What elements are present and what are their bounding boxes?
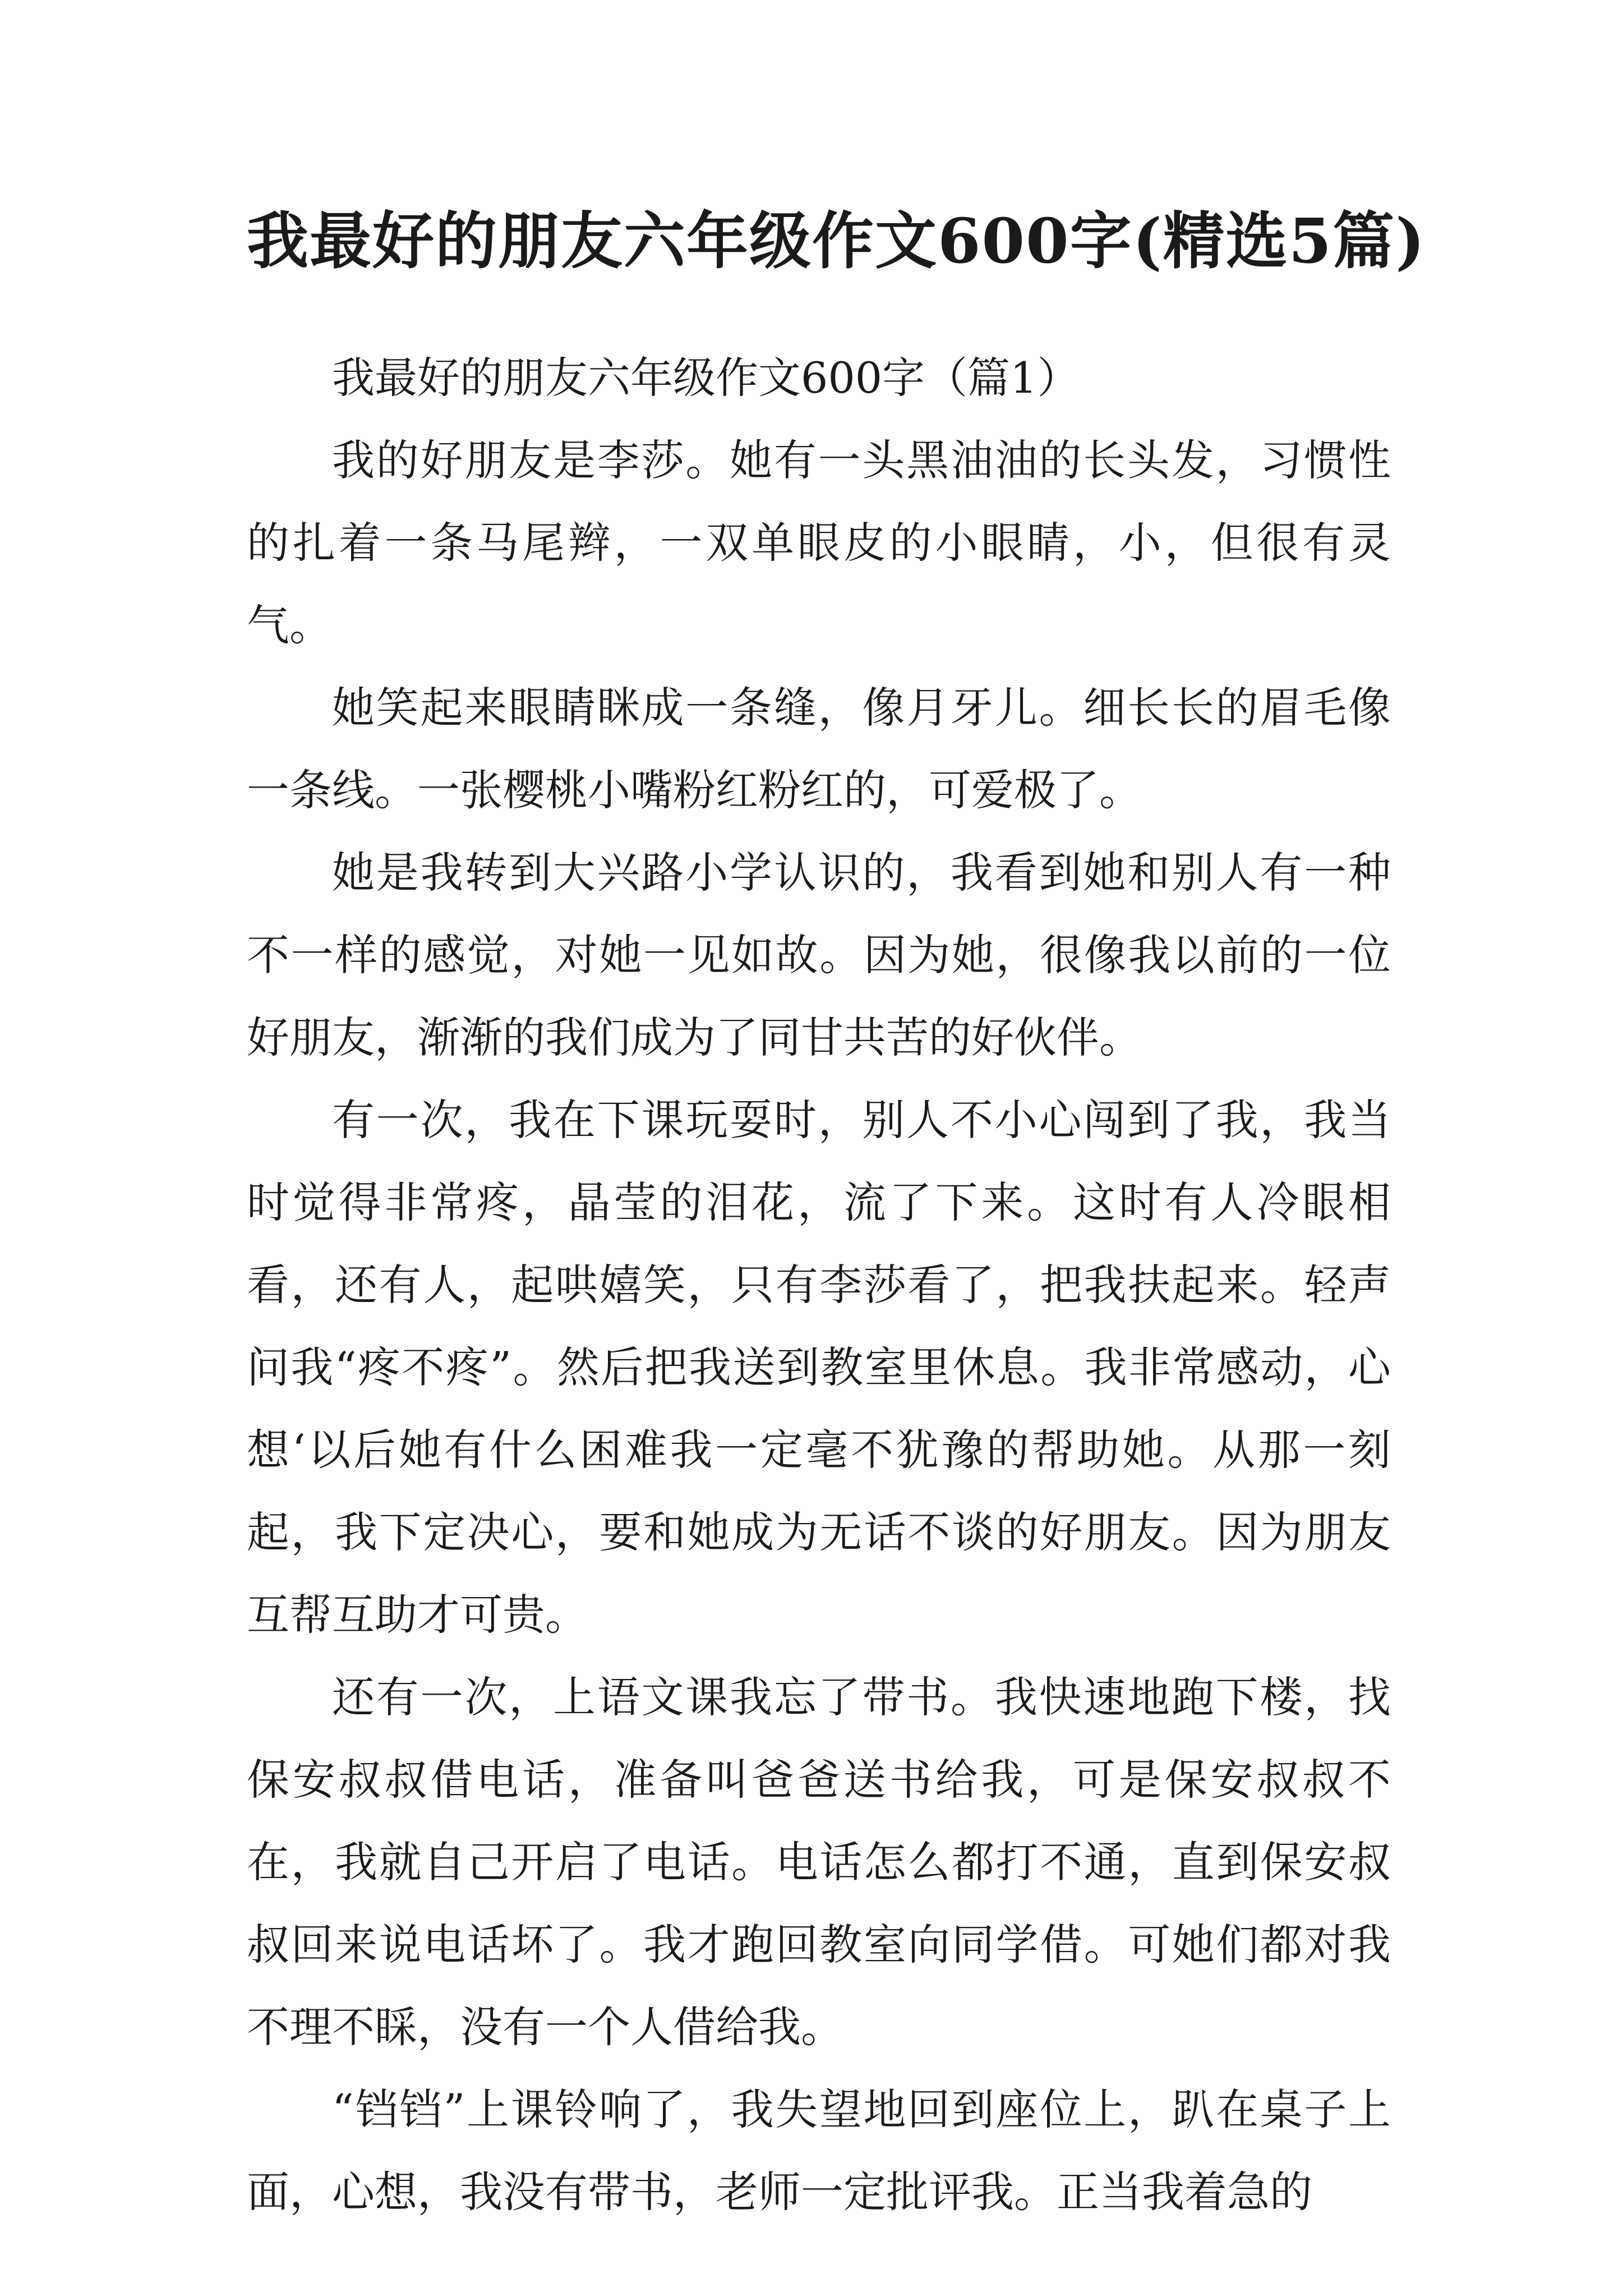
paragraph: 她笑起来眼睛眯成一条缝，像月牙儿。细长长的眉毛像一条线。一张樱桃小嘴粉红粉红的，可爱极了。 xyxy=(247,683,1391,815)
paragraph: 还有一次，上语文课我忘了带书。我快速地跑下楼，找保安叔叔借电话，准备叫爸爸送书给我，可是保安叔叔不在，我就自己开启了电话。电话怎么都打不通，直到保安叔叔回来说电话坏了。我才跑回教室向同学借。可她们都对我不理不睬，没有一个人借给我。 xyxy=(247,1672,1391,2052)
paragraph: 我的好朋友是李莎。她有一头黑油油的长头发，习惯性的扎着一条马尾辫，一双单眼皮的小眼睛，小，但很有灵气。 xyxy=(247,435,1391,650)
paragraph: 她是我转到大兴路小学认识的，我看到她和别人有一种不一样的感觉，对她一见如故。因为她，很像我以前的一位好朋友，渐渐的我们成为了同甘共苦的好伙伴。 xyxy=(247,848,1391,1062)
essay-body xyxy=(247,337,1391,2233)
paragraph: 有一次，我在下课玩耍时，别人不小心闯到了我，我当时觉得非常疼，晶莹的泪花，流了下来。这时有人冷眼相看，还有人，起哄嬉笑，只有李莎看了，把我扶起来。轻声问我“疼不疼”。然后把我送到教室里休息。我非常感动，心想‘以后她有什么困难我一定毫不犹豫的帮助她。从那一刻起，我下定决心，要和她成为无话不谈的好朋友。因为朋友互帮互助才可贵。 xyxy=(247,1095,1391,1640)
section-heading: 我最好的朋友六年级作文600字（篇1） xyxy=(332,353,1080,403)
paragraph: “铛铛”上课铃响了，我失望地回到座位上，趴在桌子上面，心想，我没有带书，老师一定批评我。正当我着急的 xyxy=(247,2085,1391,2217)
document-title: 我最好的朋友六年级作文600字(精选5篇) xyxy=(247,205,1426,277)
